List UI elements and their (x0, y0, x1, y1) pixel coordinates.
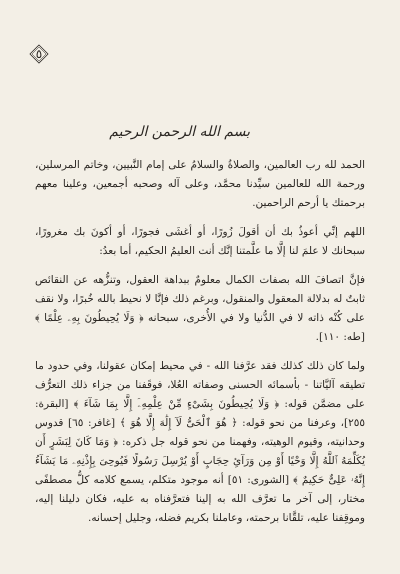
body-text (35, 156, 365, 538)
paragraph-attributes: فإنَّ اتصافَ الله بصفات الكمال معلومٌ ببداهة العقول، وتنزُّهه عن النقائص ثابتٌ له بدلالة المعقول والمنقول، وبرغم ذلك فإنَّا لا نحيط بالله خُبرًا، ولا نقف على كُنْه ذاته لا في الدُّنيا ولا في الأُخرى، سبحانه ﴿ وَلَا يُحِيطُونَ بِهِۦ عِلْمًا ﴾ [طه: ١١٠]. (35, 274, 365, 343)
page-number: ٥ (35, 47, 43, 61)
paragraph-supplication: اللهم إنِّي أعوذُ بك أن أقولَ زُورًا، أو أغشَى فجورًا، أو أكونَ بك مغرورًا، سبحانك لا علمَ لنا إلَّا ما علَّمتنا إنَّك أنت العليمُ الحكيم، أما بعدُ: (35, 226, 365, 257)
paragraph-opening: الحمد لله رب العالمين، والصلاةُ والسلامُ على إمام النَّبيين، وخاتم المرسلين، ورحمة الله للعالمين سيِّدنا محمَّد، وعلى آله وصحبه أجمعين، وعلينا معهم برحمتك يا أرحم الراحمين. (35, 159, 365, 209)
basmala-calligraphy: بسم الله الرحمن الرحيم (109, 124, 250, 140)
page-number-badge (29, 44, 49, 64)
paragraph-names-attributes: ولما كان ذلك كذلك فقد عرَّفنا الله - في محيط إمكان عقولنا، وفي حدود ما تطيقه آليَّاتنا - بأسمائه الحسنى وصفاته العُلا، فوقَفنا من جزاء ذلك التعرُّف على مضمَّن قوله: ﴿ وَلَا يُحِيطُونَ بِشَىْءٍ مِّنْ عِلْمِهِۦٓ إِلَّا بِمَا شَآءَ ﴾ [البقرة: ٢٥٥]، وعرفنا من نحو قوله: ﴿ هُوَ ٱلْحَىُّ لَآ إِلَٰهَ إِلَّا هُوَ ﴾ [غافر: ٦٥] قدوس وحدانيته، وقيوم الوهيته، وفهمنا من نحو قوله جل ذكره: ﴿ وَمَا كَانَ لِبَشَرٍ أَن يُكَلِّمَهُ ٱللَّهُ إِلَّا وَحْيًا أَوْ مِن وَرَآئِ حِجَابٍ أَوْ يُرْسِلَ رَسُولًا فَيُوحِىَ بِإِذْنِهِۦ مَا يَشَآءُ إِنَّهُۥ عَلِىٌّ حَكِيمٌ ﴾ [الشورى: ٥١] أنه موجود متكلم، يسمع كلامه كلُّ مصطفًى مختار، إلى آخر ما تعرَّف الله به إلينا فتعرَّفناه به عليه، فكان دليلنا إليه، وموقِفنا عليه، تلقَّانا برحمته، وعاملنا بكريم فضله، وجليل إحسانه. (35, 360, 365, 524)
